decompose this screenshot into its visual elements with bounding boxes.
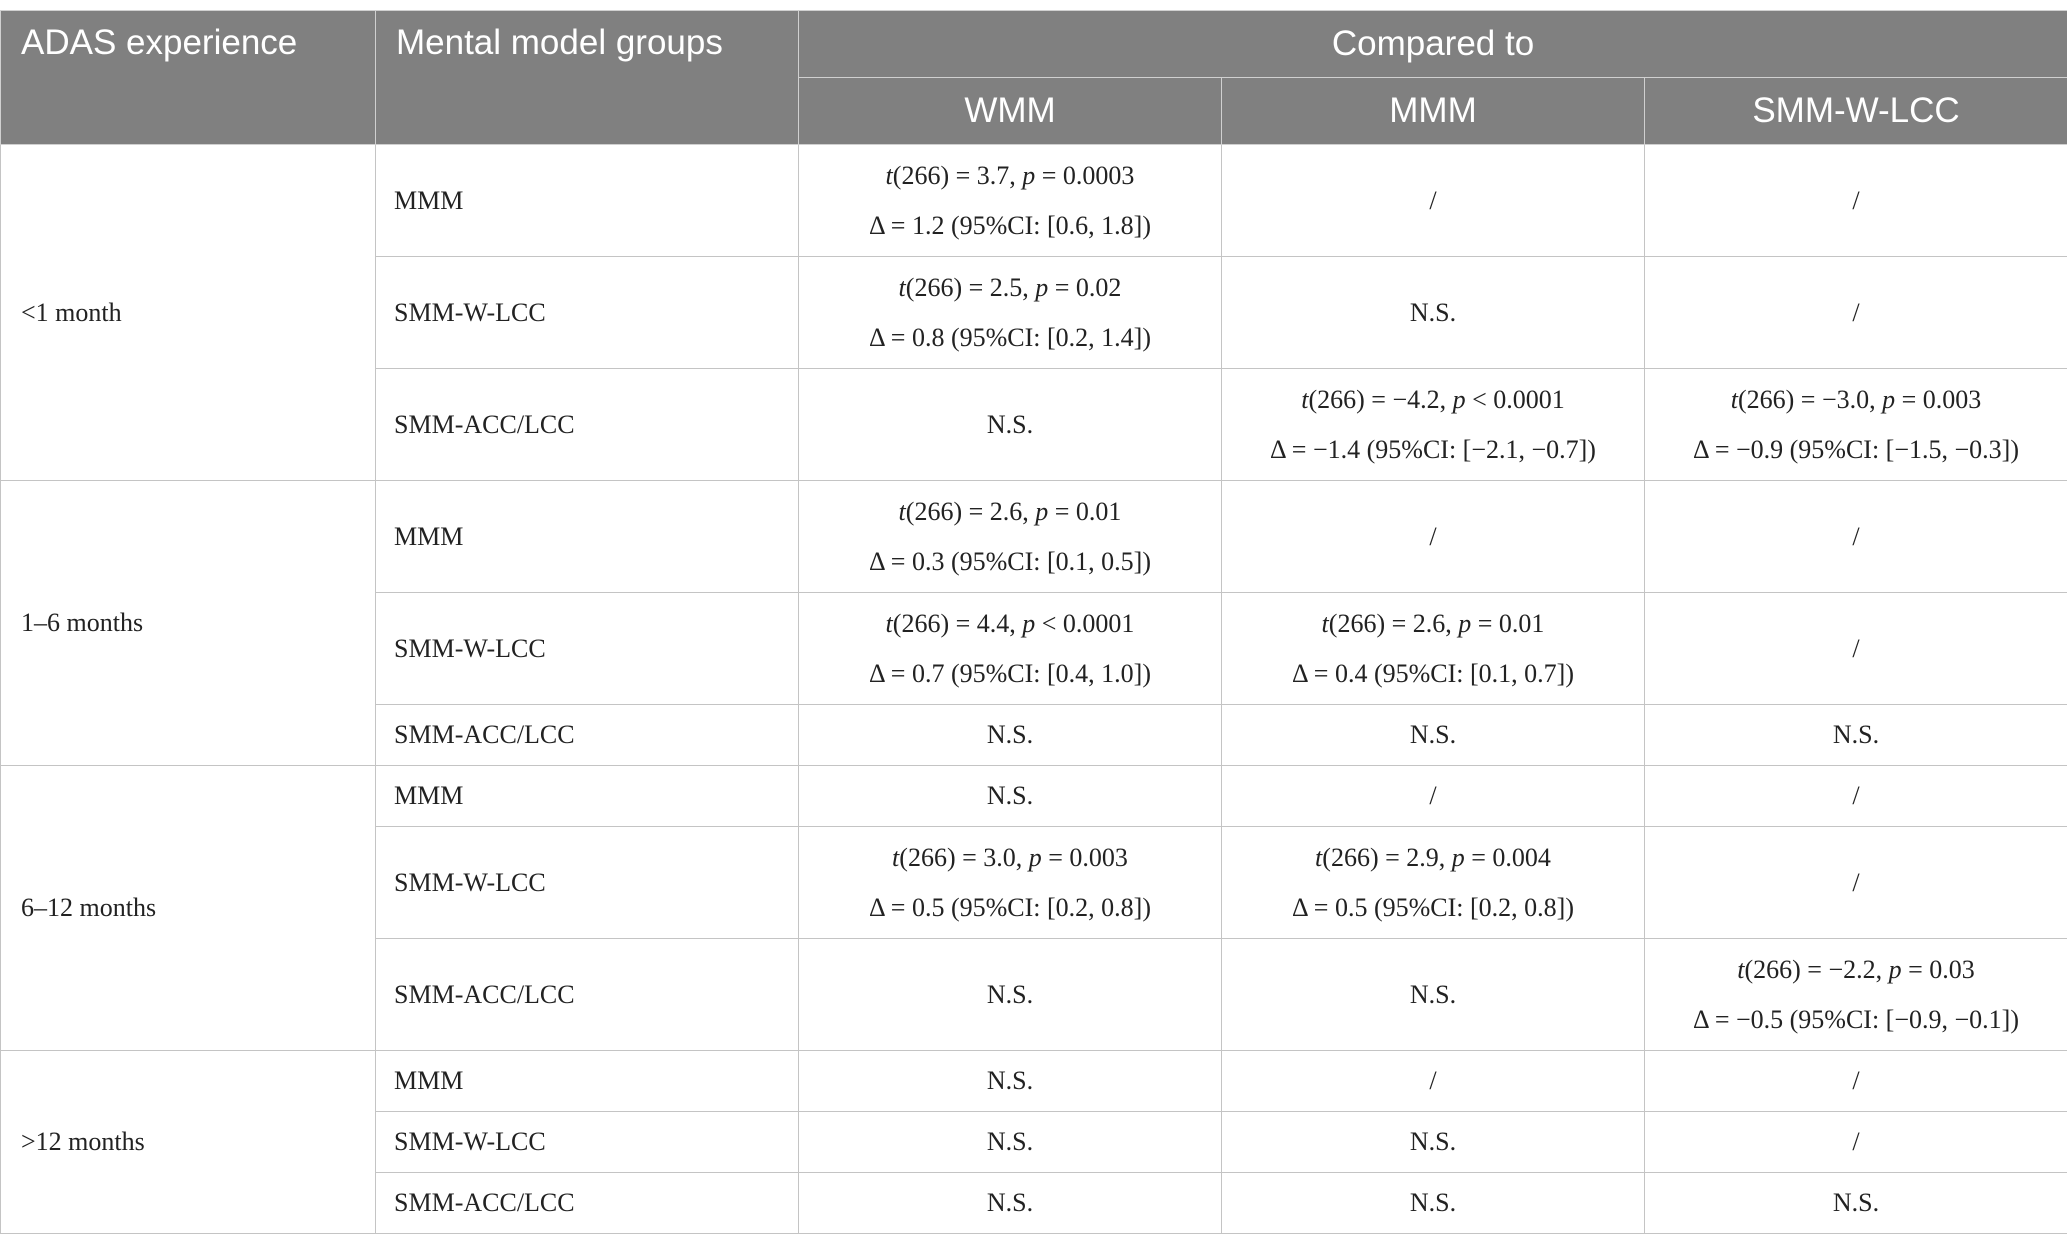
comparison-cell: / <box>1645 481 2067 593</box>
t-test-line: t(266) = 3.7, p = 0.0003 <box>885 160 1135 190</box>
t-test-line: t(266) = −2.2, p = 0.03 <box>1737 954 1975 984</box>
degrees-of-freedom: (266) = <box>905 272 990 302</box>
comparison-cell: N.S. <box>1222 939 1645 1051</box>
header-adas-experience: ADAS experience <box>1 11 376 145</box>
comparison-cell <box>799 593 1222 705</box>
t-symbol: t <box>892 842 900 872</box>
effect-size-line: Δ = 0.8 (95%CI: [0.2, 1.4]) <box>869 322 1151 352</box>
t-value: 3.7 <box>976 160 1010 190</box>
t-test-line: t(266) = 2.9, p = 0.004 <box>1315 842 1551 872</box>
adas-experience-cell: 1–6 months <box>1 481 376 766</box>
adas-experience-cell: <1 month <box>1 145 376 481</box>
table-body <box>1 145 2067 1234</box>
comparison-cell: N.S. <box>1645 705 2067 766</box>
t-value: 3.0 <box>983 842 1016 872</box>
t-test-line: t(266) = 4.4, p < 0.0001 <box>885 608 1135 638</box>
t-symbol: t <box>1737 954 1745 984</box>
comparison-cell <box>1645 369 2067 481</box>
degrees-of-freedom: (266) = <box>899 842 984 872</box>
t-symbol: t <box>1730 384 1738 414</box>
comparison-cell: / <box>1645 1112 2067 1173</box>
comparison-cell <box>1222 593 1645 705</box>
comparison-cell: N.S. <box>799 369 1222 481</box>
header-compared-to: Compared to <box>799 11 2067 78</box>
mental-model-group-cell: MMM <box>376 145 799 257</box>
t-value: 2.9 <box>1406 842 1439 872</box>
table-row <box>1 145 2067 257</box>
mental-model-group-cell: SMM-W-LCC <box>376 1112 799 1173</box>
comparison-cell: / <box>1222 1051 1645 1112</box>
adas-experience-cell: >12 months <box>1 1051 376 1234</box>
comparison-cell <box>799 257 1222 369</box>
table-row <box>1 1051 2067 1112</box>
comparison-cell: / <box>1222 766 1645 827</box>
t-symbol: t <box>898 496 906 526</box>
effect-size-line: Δ = −0.5 (95%CI: [−0.9, −0.1]) <box>1693 1004 2019 1034</box>
degrees-of-freedom: (266) = <box>905 496 990 526</box>
effect-size-line: Δ = −0.9 (95%CI: [−1.5, −0.3]) <box>1693 434 2019 464</box>
comparison-cell: / <box>1645 257 2067 369</box>
degrees-of-freedom: (266) = <box>1737 384 1822 414</box>
mental-model-group-cell: SMM-W-LCC <box>376 827 799 939</box>
p-value: p < 0.0001 <box>1022 608 1135 638</box>
p-value: p = 0.003 <box>1028 842 1128 872</box>
comparison-cell: N.S. <box>799 766 1222 827</box>
header-sub-smm-w-lcc: SMM-W-LCC <box>1645 78 2067 145</box>
mental-model-group-cell: SMM-W-LCC <box>376 593 799 705</box>
mental-model-group-cell: MMM <box>376 766 799 827</box>
comparison-cell <box>1222 369 1645 481</box>
effect-size-line: Δ = 0.4 (95%CI: [0.1, 0.7]) <box>1292 658 1574 688</box>
t-test-line: t(266) = 2.6, p = 0.01 <box>1321 608 1545 638</box>
t-value: −2.2 <box>1828 954 1876 984</box>
table-row <box>1 766 2067 827</box>
comparison-cell: / <box>1645 145 2067 257</box>
table-row <box>1 481 2067 593</box>
comparison-cell: N.S. <box>1222 257 1645 369</box>
effect-size-line: Δ = 0.5 (95%CI: [0.2, 0.8]) <box>1292 892 1574 922</box>
mental-model-group-cell: SMM-W-LCC <box>376 257 799 369</box>
degrees-of-freedom: (266) = <box>892 608 977 638</box>
mental-model-group-cell: SMM-ACC/LCC <box>376 705 799 766</box>
t-test-line: t(266) = 3.0, p = 0.003 <box>892 842 1128 872</box>
effect-size-line: Δ = −1.4 (95%CI: [−2.1, −0.7]) <box>1270 434 1596 464</box>
effect-size-line: Δ = 0.3 (95%CI: [0.1, 0.5]) <box>869 546 1151 576</box>
effect-size-line: Δ = 1.2 (95%CI: [0.6, 1.8]) <box>869 210 1151 240</box>
comparison-cell: N.S. <box>799 1051 1222 1112</box>
p-value: p = 0.01 <box>1458 608 1545 638</box>
p-value: p = 0.01 <box>1035 496 1122 526</box>
p-value: p = 0.0003 <box>1022 160 1135 190</box>
comparison-cell <box>799 145 1222 257</box>
p-value: p = 0.003 <box>1882 384 1982 414</box>
comparison-cell: / <box>1645 593 2067 705</box>
p-value: p = 0.02 <box>1035 272 1122 302</box>
comparison-cell: / <box>1222 481 1645 593</box>
header-mental-model-groups: Mental model groups <box>376 11 799 145</box>
comparison-cell <box>1222 827 1645 939</box>
degrees-of-freedom: (266) = <box>1322 842 1407 872</box>
header-sub-mmm: MMM <box>1222 78 1645 145</box>
t-symbol: t <box>885 160 893 190</box>
t-value: 2.5 <box>989 272 1023 302</box>
t-test-line: t(266) = 2.6, p = 0.01 <box>898 496 1122 526</box>
t-test-line: t(266) = −4.2, p < 0.0001 <box>1301 384 1565 414</box>
degrees-of-freedom: (266) = <box>1744 954 1829 984</box>
comparison-table <box>0 10 2067 1234</box>
mental-model-group-cell: MMM <box>376 1051 799 1112</box>
comparison-cell: / <box>1645 766 2067 827</box>
t-symbol: t <box>1321 608 1329 638</box>
comparison-cell: N.S. <box>799 1112 1222 1173</box>
t-test-line: t(266) = 2.5, p = 0.02 <box>898 272 1122 302</box>
effect-size-line: Δ = 0.5 (95%CI: [0.2, 0.8]) <box>869 892 1151 922</box>
mental-model-group-cell: SMM-ACC/LCC <box>376 1173 799 1234</box>
comparison-cell: N.S. <box>1222 1173 1645 1234</box>
t-test-line: t(266) = −3.0, p = 0.003 <box>1730 384 1982 414</box>
comparison-cell: / <box>1645 827 2067 939</box>
t-value: −4.2 <box>1392 384 1440 414</box>
mental-model-group-cell: SMM-ACC/LCC <box>376 939 799 1051</box>
p-value: p = 0.004 <box>1451 842 1551 872</box>
comparison-cell: N.S. <box>799 705 1222 766</box>
mental-model-group-cell: MMM <box>376 481 799 593</box>
comparison-cell: N.S. <box>799 939 1222 1051</box>
t-value: 4.4 <box>976 608 1010 638</box>
comparison-cell: / <box>1222 145 1645 257</box>
t-symbol: t <box>885 608 893 638</box>
degrees-of-freedom: (266) = <box>1328 608 1413 638</box>
p-value: p < 0.0001 <box>1452 384 1565 414</box>
t-symbol: t <box>1315 842 1323 872</box>
degrees-of-freedom: (266) = <box>1308 384 1393 414</box>
comparison-cell: N.S. <box>1222 705 1645 766</box>
mental-model-group-cell: SMM-ACC/LCC <box>376 369 799 481</box>
t-value: −3.0 <box>1821 384 1870 414</box>
header-sub-wmm: WMM <box>799 78 1222 145</box>
comparison-cell: / <box>1645 1051 2067 1112</box>
comparison-cell <box>799 827 1222 939</box>
comparison-cell: N.S. <box>1645 1173 2067 1234</box>
comparison-cell <box>1645 939 2067 1051</box>
comparison-cell <box>799 481 1222 593</box>
degrees-of-freedom: (266) = <box>892 160 977 190</box>
comparison-cell: N.S. <box>1222 1112 1645 1173</box>
t-value: 2.6 <box>989 496 1023 526</box>
table-header <box>1 11 2067 145</box>
adas-experience-cell: 6–12 months <box>1 766 376 1051</box>
p-value: p = 0.03 <box>1888 954 1975 984</box>
t-symbol: t <box>898 272 906 302</box>
effect-size-line: Δ = 0.7 (95%CI: [0.4, 1.0]) <box>869 658 1151 688</box>
t-value: 2.6 <box>1412 608 1446 638</box>
t-symbol: t <box>1301 384 1309 414</box>
comparison-cell: N.S. <box>799 1173 1222 1234</box>
